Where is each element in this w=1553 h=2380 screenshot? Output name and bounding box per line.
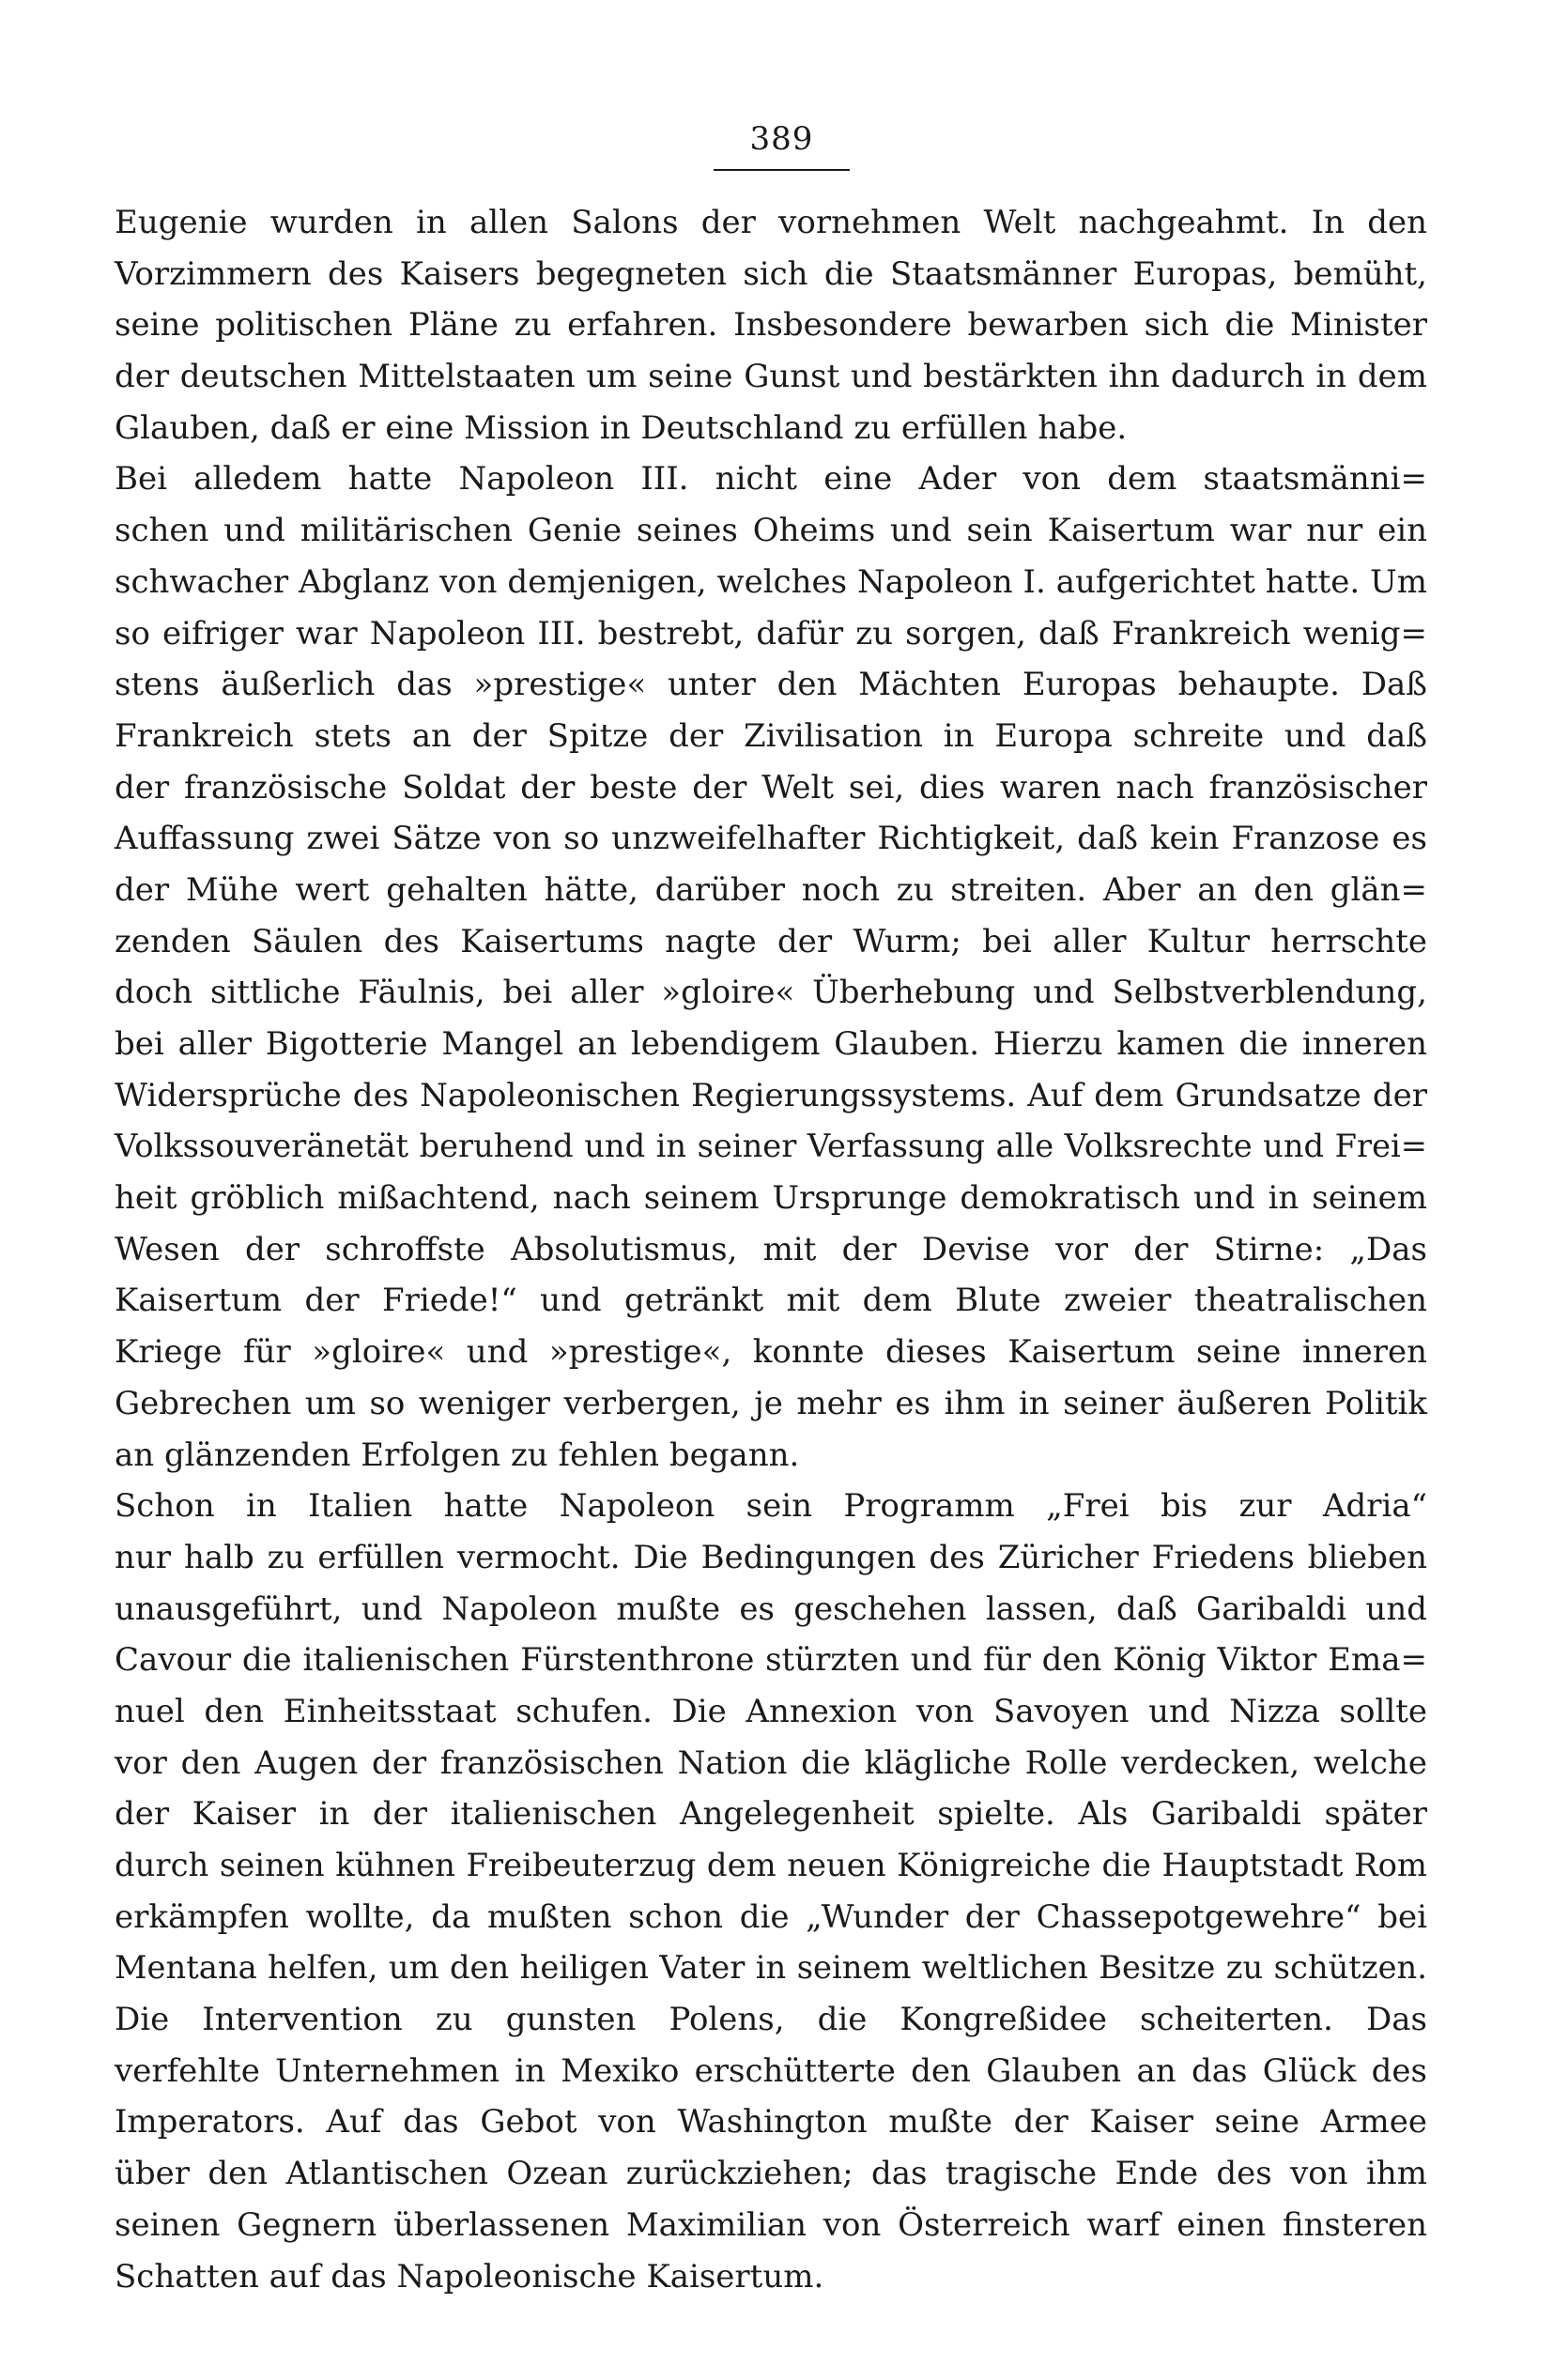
text-line: vor den Augen der französischen Nation die klägliche Rolle verdecken, welche xyxy=(115,1743,1427,1782)
text-line: Frankreich stets an der Spitze der Zivilisation in Europa schreite und daß xyxy=(115,716,1427,755)
text-line: heit gröblich mißachtend, nach seinem Ursprunge demokratisch und in seinem xyxy=(115,1179,1427,1218)
text-line: Glauben, daß er eine Mission in Deutschland zu erfüllen habe. xyxy=(115,408,1128,447)
text-line: Kriege für »gloire« und »prestige«, konnte dieses Kaisertum seine inneren xyxy=(115,1333,1427,1372)
text-line: zenden Säulen des Kaisertums nagte der Wurm; bei aller Kultur herrschte xyxy=(115,922,1427,960)
text-line: Widersprüche des Napoleonischen Regierungssystems. Auf dem Grundsatze der xyxy=(115,1076,1427,1114)
text-line: Kaisertum der Friede!“ und getränkt mit dem Blute zweier theatralischen xyxy=(115,1282,1427,1320)
text-line: der französische Soldat der beste der Welt sei, dies waren nach französischer xyxy=(115,768,1427,806)
text-line: doch sittliche Fäulnis, bei aller »gloire« Überhebung und Selbstverblendung, xyxy=(115,974,1427,1012)
text-line: erkämpfen wollte, da mußten schon die „Wunder der Chassepotgewehre“ bei xyxy=(115,1897,1427,1936)
text-line: der deutschen Mittelstaaten um seine Gunst und bestärkten ihn dadurch in dem xyxy=(115,358,1427,396)
text-line: nur halb zu erfüllen vermocht. Die Bedingungen des Züricher Friedens blieben xyxy=(115,1538,1427,1576)
text-line: Gebrechen um so weniger verbergen, je mehr es ihm in seiner äußeren Politik xyxy=(115,1384,1427,1422)
text-line: bei aller Bigotterie Mangel an lebendigem Glauben. Hierzu kamen die inneren xyxy=(115,1025,1427,1063)
page-number-rule xyxy=(714,169,850,171)
text-line: Vorzimmern des Kaisers begegneten sich die Staatsmänner Europas, bemüht, xyxy=(115,254,1427,293)
text-line: seinen Gegnern überlassenen Maximilian von Österreich warf einen finsteren xyxy=(115,2205,1427,2244)
text-line: schen und militärischen Genie seines Oheims und sein Kaisertum war nur ein xyxy=(115,512,1427,550)
text-line: schwacher Abglanz von demjenigen, welches Napoleon I. aufgerichtet hatte. Um xyxy=(115,562,1427,601)
text-line: Wesen der schroffste Absolutismus, mit der Devise vor der Stirne: „Das xyxy=(115,1230,1427,1268)
text-line: unausgeführt, und Napoleon mußte es geschehen lassen, daß Garibaldi und xyxy=(115,1589,1427,1628)
text-line: Schon in Italien hatte Napoleon sein Programm „Frei bis zur Adria“ xyxy=(115,1487,1427,1526)
text-line: Volkssouveränetät beruhend und in seiner Verfassung alle Volksrechte und Frei= xyxy=(115,1128,1427,1165)
text-line: Auffassung zwei Sätze von so unzweifelhafter Richtigkeit, daß kein Franzose es xyxy=(115,820,1427,858)
text-line: nuel den Einheitsstaat schufen. Die Annexion von Savoyen und Nizza sollte xyxy=(115,1692,1427,1730)
text-line: verfehlte Unternehmen in Mexiko erschütterte den Glauben an das Glück des xyxy=(115,2051,1427,2090)
body-text xyxy=(115,197,1427,2302)
text-line: über den Atlantischen Ozean zurückziehen; das tragische Ende des von ihm xyxy=(115,2155,1427,2193)
text-line: Mentana helfen, um den heiligen Vater in seinem weltlichen Besitze zu schützen. xyxy=(115,1949,1427,1987)
text-line: Imperators. Auf das Gebot von Washington mußte der Kaiser seine Armee xyxy=(115,2103,1427,2142)
text-line: Bei alledem hatte Napoleon III. nicht eine Ader von dem staatsmänni= xyxy=(115,460,1427,499)
text-line: stens äußerlich das »prestige« unter den Mächten Europas behaupte. Daß xyxy=(115,666,1427,704)
text-line: Schatten auf das Napoleonische Kaisertum. xyxy=(115,2257,824,2296)
text-line: Cavour die italienischen Fürstenthrone stürzten und für den König Viktor Ema= xyxy=(115,1641,1427,1680)
text-line: an glänzenden Erfolgen zu fehlen begann. xyxy=(115,1436,800,1474)
text-line: Eugenie wurden in allen Salons der vornehmen Welt nachgeahmt. In den xyxy=(115,204,1427,241)
text-line: der Mühe wert gehalten hätte, darüber noch zu streiten. Aber an den glän= xyxy=(115,870,1427,909)
page-number: 389 xyxy=(749,120,814,158)
text-line: durch seinen kühnen Freibeuterzug dem neuen Königreiche die Hauptstadt Rom xyxy=(115,1847,1427,1883)
text-line: so eifriger war Napoleon III. bestrebt, dafür zu sorgen, daß Frankreich wenig= xyxy=(115,614,1427,653)
text-line: seine politischen Pläne zu erfahren. Insbesondere bewarben sich die Minister xyxy=(115,306,1427,345)
text-line: der Kaiser in der italienischen Angelegenheit spielte. Als Garibaldi später xyxy=(115,1795,1427,1834)
text-line: Die Intervention zu gunsten Polens, die Kongreßidee scheiterten. Das xyxy=(115,2001,1427,2039)
